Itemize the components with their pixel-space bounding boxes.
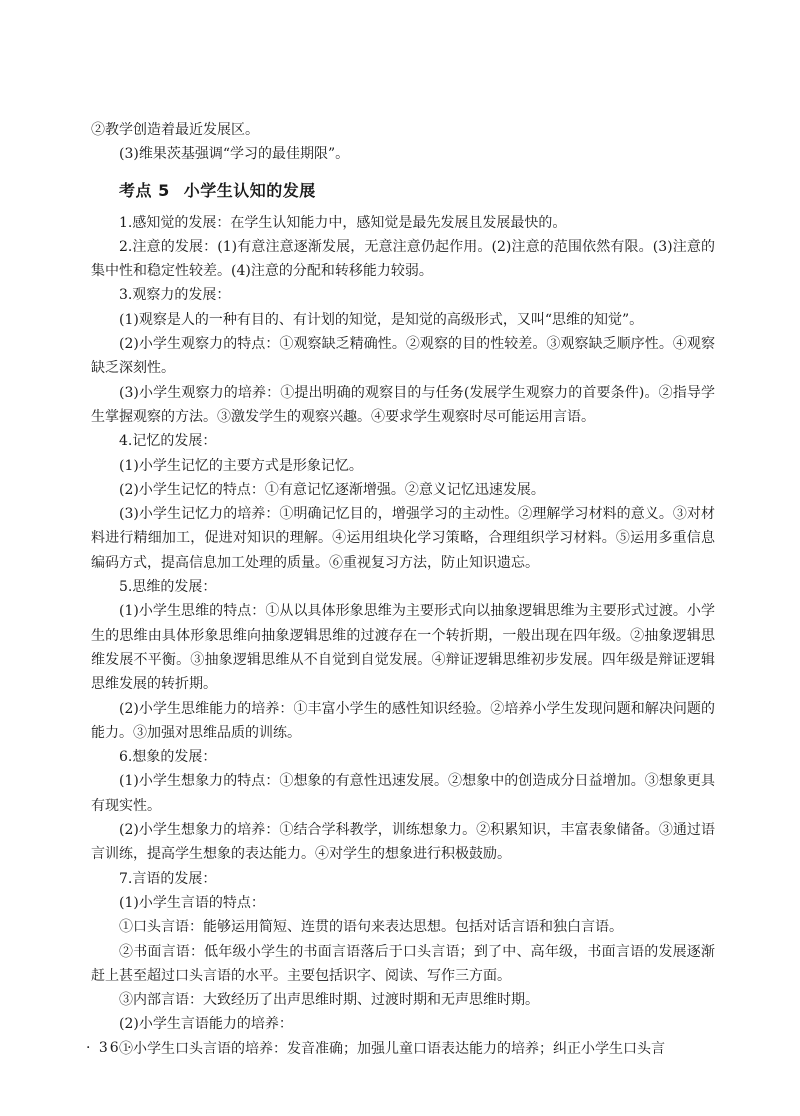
text-line: (3)维果茨基强调“学习的最佳期限”。 <box>119 146 350 163</box>
paragraph: (2)小学生想象力的培养：①结合学科教学，训练想象力。②积累知识，丰富表象储备。③通过语言训练，提高学生想象的表达能力。④对学生的想象进行积极鼓励。 <box>91 822 715 863</box>
paragraph: ①口头言语：能够运用简短、连贯的语句来表达思想。包括对话言语和独白言语。 <box>119 919 623 936</box>
paragraph: 5.思维的发展： <box>119 579 217 596</box>
paragraph: 6.想象的发展： <box>119 749 217 766</box>
section-heading <box>119 179 715 203</box>
paragraph: 4.记忆的发展： <box>119 433 217 450</box>
paragraph: (1)小学生思维的特点：①从以具体形象思维为主要形式向以抽象逻辑思维为主要形式过渡。小学生的思维由具体形象思维向抽象逻辑思维的过渡存在一个转折期，一般出现在四年级。②抽象逻辑思维发展不平衡。③抽象逻辑思维从不自觉到自觉发展。④辩证逻辑思维初步发展。四年级是辩证逻辑思维发展的转折期。 <box>91 603 715 693</box>
paragraph: 1.感知觉的发展：在学生认知能力中，感知觉是最先发展且发展最快的。 <box>119 214 567 231</box>
paragraph: ③内部言语：大致经历了出声思维时期、过渡时期和无声思维时期。 <box>119 992 539 1009</box>
text-line: ②教学创造着最近发展区。 <box>91 122 259 138</box>
document-body <box>91 118 715 1061</box>
paragraph: (1)小学生言语的特点： <box>119 894 265 911</box>
paragraph: (3)小学生记忆力的培养：①明确记忆目的，增强学习的主动性。②理解学习材料的意义。③对材料进行精细加工，促进对知识的理解。④运用组块化学习策略，合理组织学习材料。⑤运用多重信息编码方式，提高信息加工处理的质量。⑥重视复习方法，防止知识遗忘。 <box>91 506 715 571</box>
paragraph: 2.注意的发展：(1)有意注意逐渐发展，无意注意仍起作用。(2)注意的范围依然有限。(3)注意的集中性和稳定性较差。(4)注意的分配和转移能力较弱。 <box>91 238 715 280</box>
paragraph: 7.言语的发展： <box>119 870 217 887</box>
page-number: · 36 · <box>86 1040 134 1056</box>
paragraph: (1)小学生记忆的主要方式是形象记忆。 <box>119 457 363 474</box>
paragraph: (2)小学生记忆的特点：①有意记忆逐渐增强。②意义记忆迅速发展。 <box>119 481 545 498</box>
paragraph: (1)观察是人的一种有目的、有计划的知觉，是知觉的高级形式，又叫“思维的知觉”。 <box>119 311 644 328</box>
paragraph: ①小学生口头言语的培养：发音准确；加强儿童口语表达能力的培养；纠正小学生口头言 <box>119 1040 665 1057</box>
paragraph: (2)小学生思维能力的培养：①丰富小学生的感性知识经验。②培养小学生发现问题和解决问题的能力。③加强对思维品质的训练。 <box>91 700 715 741</box>
paragraph: ②书面言语：低年级小学生的书面言语落后于口头言语；到了中、高年级，书面言语的发展逐渐赶上甚至超过口头言语的水平。主要包括识字、阅读、写作三方面。 <box>91 943 715 984</box>
section-number: 考点 5 <box>119 180 170 200</box>
section-title: 小学生认知的发展 <box>183 180 316 200</box>
paragraph: (2)小学生言语能力的培养： <box>119 1016 293 1033</box>
paragraph: 3.观察力的发展： <box>119 287 231 304</box>
paragraph: (1)小学生想象力的特点：①想象的有意性迅速发展。②想象中的创造成分日益增加。③想象更具有现实性。 <box>91 773 715 814</box>
paragraph: (3)小学生观察力的培养：①提出明确的观察目的与任务(发展学生观察力的首要条件)。②指导学生掌握观察的方法。③激发学生的观察兴趣。④要求学生观察时尽可能运用言语。 <box>91 384 715 425</box>
paragraph: (2)小学生观察力的特点：①观察缺乏精确性。②观察的目的性较差。③观察缺乏顺序性。④观察缺乏深刻性。 <box>91 336 715 377</box>
